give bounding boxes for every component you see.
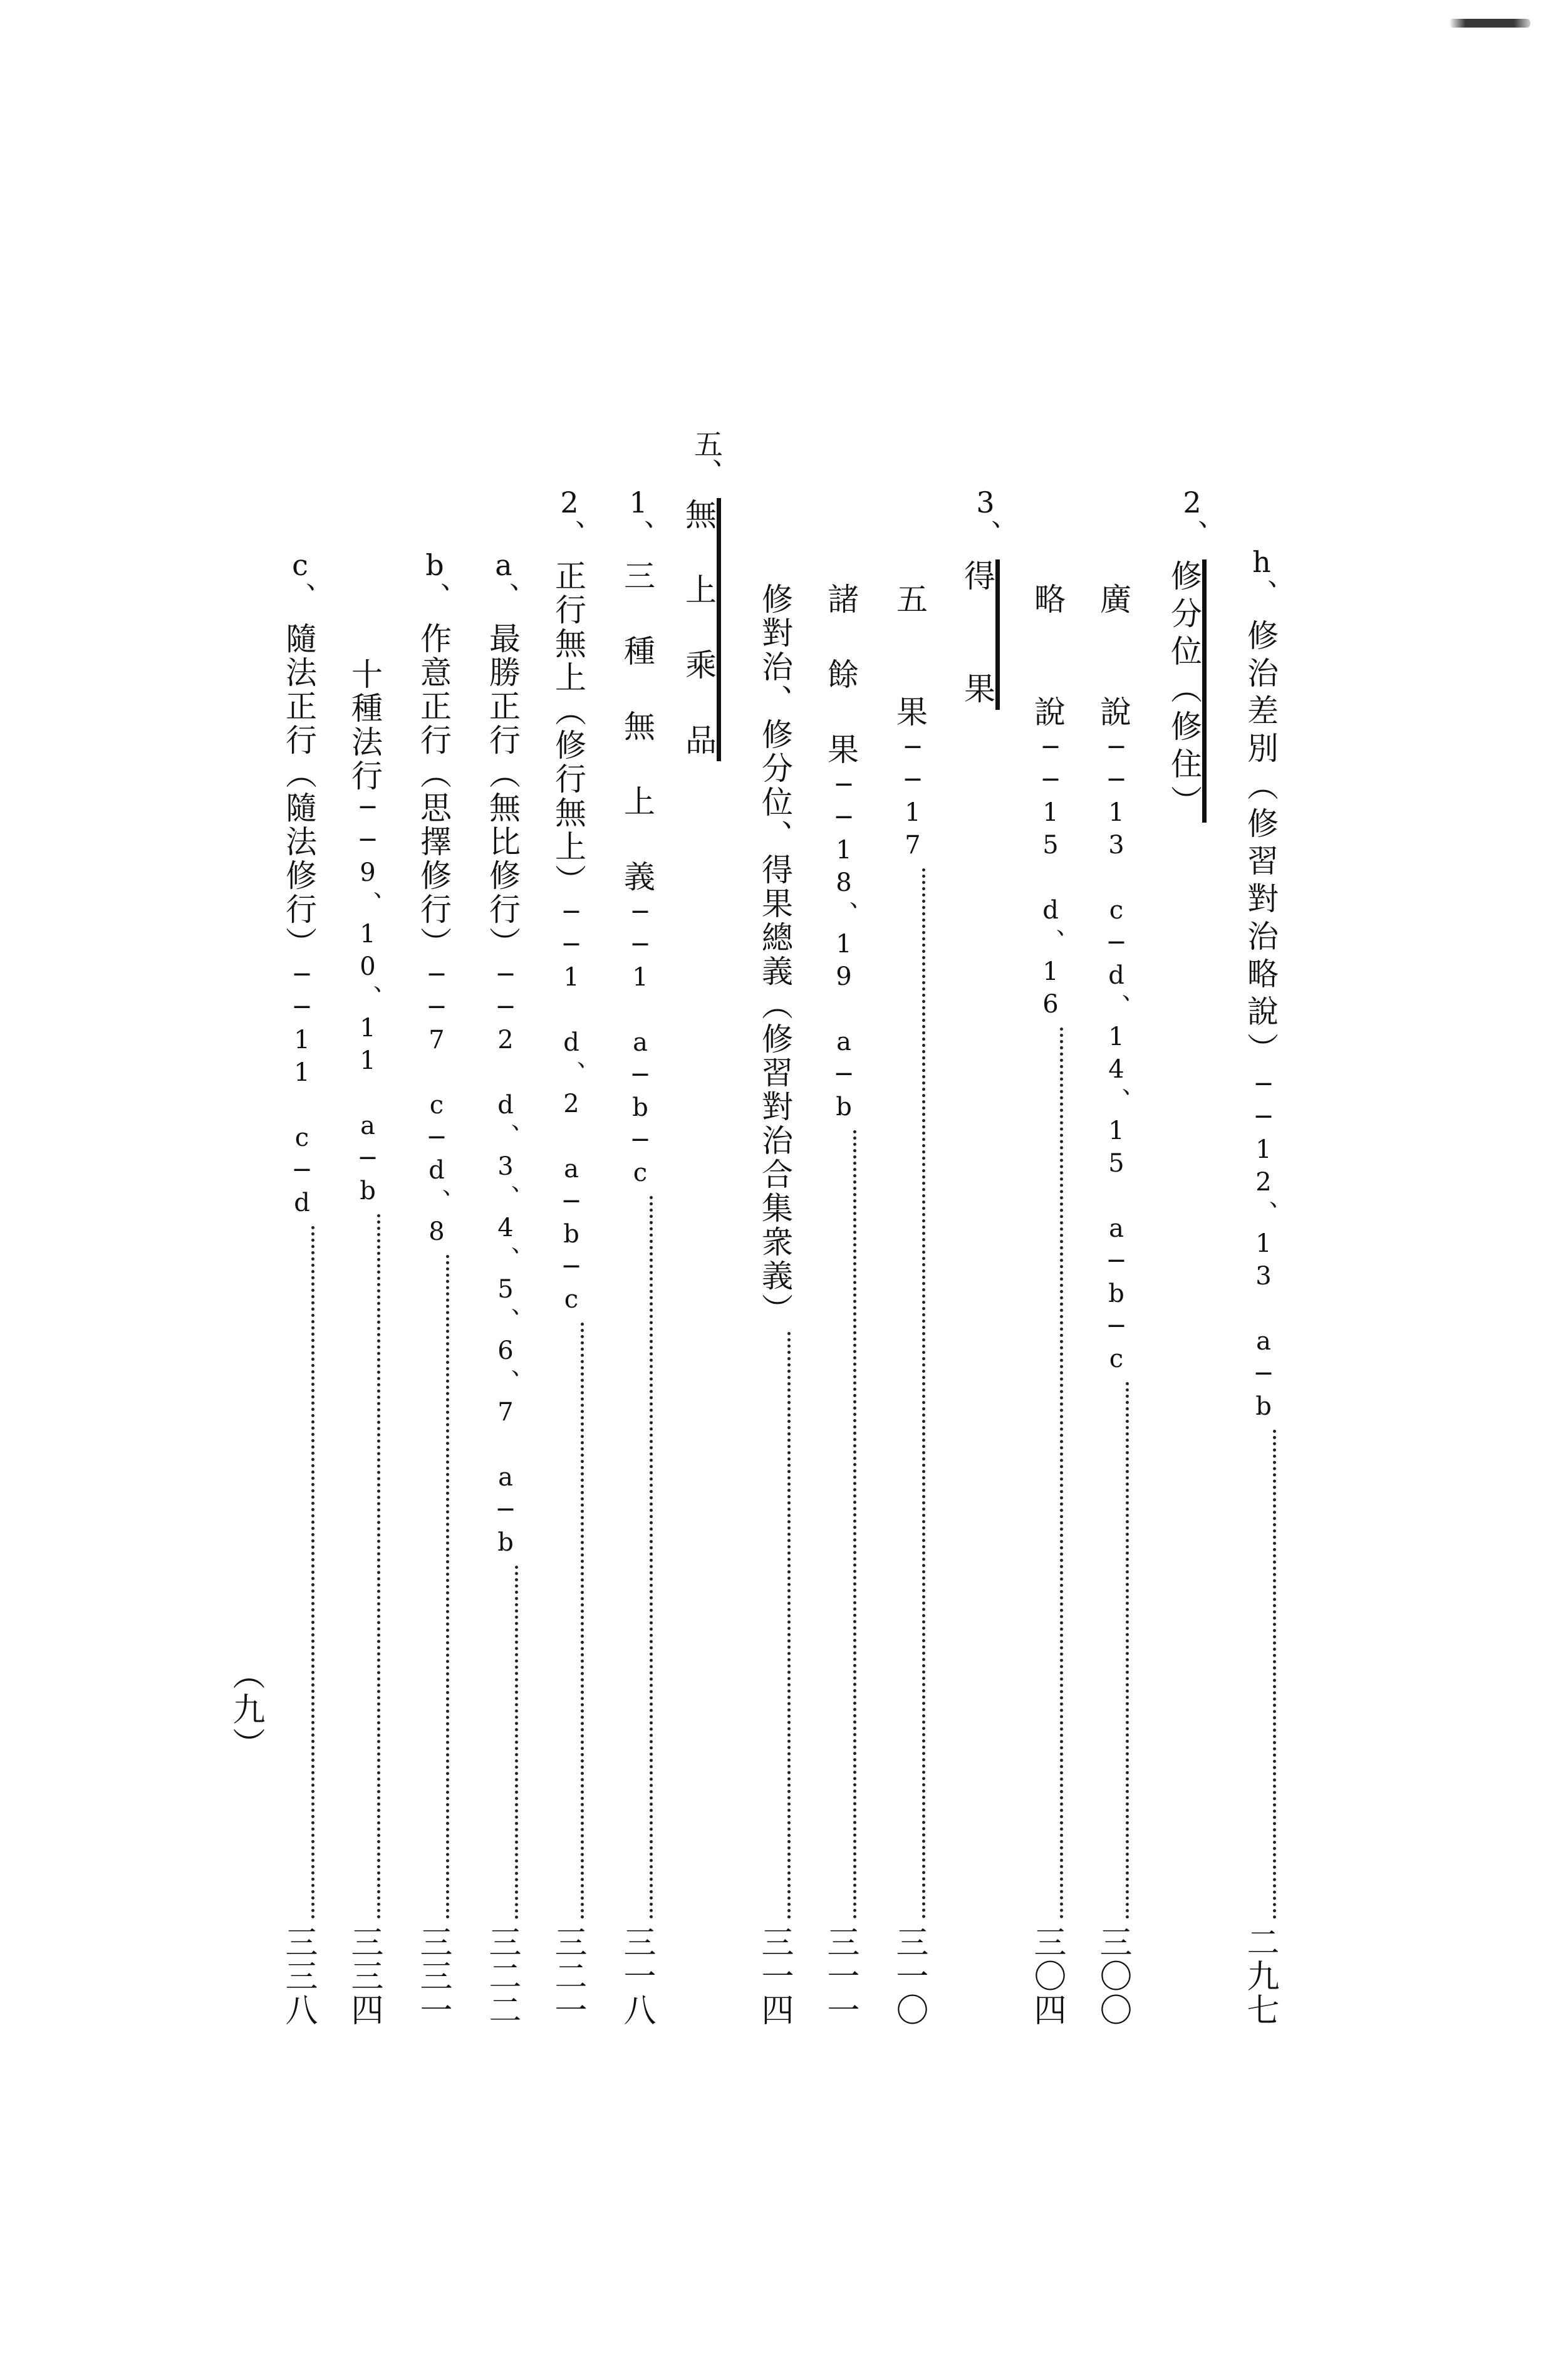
entry-page: 三三四 <box>345 1925 383 2027</box>
entry-page: 三二二 <box>483 1925 521 2027</box>
entry-page: 三三八 <box>279 1925 317 2027</box>
entry-refs: ──13 c─d、14、15 a─b─c <box>1102 733 1131 1377</box>
entry-refs: ──7 c─d、8 <box>422 960 451 1250</box>
entry-marker: 2、 <box>1175 486 1209 548</box>
entry-page: 三〇四 <box>1028 1925 1066 2027</box>
entry-heading: 作意正行（思擇修行） <box>415 622 452 960</box>
dot-leader <box>1060 1027 1063 1919</box>
toc-entry <box>483 548 521 2027</box>
entry-heading: 最勝正行（無比修行） <box>484 622 521 960</box>
toc-entry <box>890 583 928 2027</box>
entry-marker: 1、 <box>621 486 655 548</box>
entry-heading: 修治差別（修習對治略說） <box>1242 619 1279 1070</box>
toc-entry <box>1241 545 1279 2027</box>
entry-refs: ──2 d、3、4、5、6、7 a─b <box>491 960 520 1561</box>
toc-entry <box>551 486 584 2027</box>
scan-artifact <box>1449 19 1530 28</box>
entry-page: 三一〇 <box>890 1925 928 2027</box>
entry-page: 三〇〇 <box>1094 1925 1131 2027</box>
dot-leader <box>377 1214 380 1919</box>
entry-refs: ──1 d、2 a─b─c <box>557 898 586 1318</box>
dot-leader <box>787 1332 791 1919</box>
entry-heading: 諸 餘 果 <box>823 583 859 771</box>
toc-entry <box>414 548 452 2027</box>
dot-leader <box>650 1196 653 1919</box>
entry-refs: ──17 <box>898 733 927 863</box>
dot-leader <box>311 1226 314 1919</box>
entry-heading: 修分位（修住） <box>1168 559 1207 823</box>
entry-heading: 五 果 <box>891 583 928 733</box>
dot-leader <box>853 1130 856 1919</box>
entry-refs: ──1 a─b─c <box>626 898 655 1191</box>
entry-marker: 2、 <box>553 486 586 548</box>
toc-entry <box>755 583 793 2027</box>
toc-entry <box>620 486 653 2027</box>
entry-marker: c、 <box>283 548 317 611</box>
entry-heading: 正行無上（修行無上） <box>550 559 586 898</box>
entry-refs: ──12、13 a─b <box>1249 1070 1278 1425</box>
entry-page: 三一四 <box>755 1925 793 2027</box>
dot-leader <box>515 1566 518 1919</box>
dot-leader <box>1126 1382 1129 1919</box>
entry-page: 三一一 <box>821 1925 859 2027</box>
toc-entry <box>279 548 317 2027</box>
entry-marker: h、 <box>1245 545 1279 608</box>
page-folio: （九） <box>227 1657 264 1762</box>
dot-leader <box>1273 1430 1276 1919</box>
entry-refs: ──11 c─d <box>288 960 316 1221</box>
entry-page: 三一八 <box>618 1925 655 2027</box>
entry-marker: 3、 <box>968 486 1002 548</box>
toc-entry <box>680 429 724 761</box>
dot-leader <box>581 1323 584 1919</box>
entry-page: 三二一 <box>549 1925 586 2027</box>
toc-entry <box>821 583 859 2027</box>
entry-heading: 略 說 <box>1029 583 1066 733</box>
entry-refs: ──9、10、11 a─b <box>353 793 382 1209</box>
entry-heading: 十種法行 <box>346 658 383 793</box>
entry-marker: b、 <box>418 548 452 611</box>
toc-entry <box>959 486 1002 710</box>
entry-refs: ──15 d、16 <box>1036 733 1065 1022</box>
entry-marker: 五、 <box>690 429 724 487</box>
entry-heading: 修對治、修分位、得果總義（修習對治合集衆義） <box>757 583 793 1327</box>
entry-heading: 廣 說 <box>1095 583 1131 733</box>
toc-entry <box>1168 486 1207 823</box>
toc-entry <box>1096 583 1129 2027</box>
dot-leader <box>922 868 925 1919</box>
entry-refs: ──18、19 a─b <box>829 771 858 1125</box>
entry-page: 三三一 <box>414 1925 452 2027</box>
entry-page: 二九七 <box>1241 1925 1279 2027</box>
toc-entry <box>345 658 383 2027</box>
entry-heading: 三 種 無 上 義 <box>619 559 655 898</box>
entry-heading: 得 果 <box>962 559 1000 710</box>
entry-heading: 無 上 乘 品 <box>683 498 721 761</box>
dot-leader <box>446 1255 449 1919</box>
entry-marker: a、 <box>487 548 521 611</box>
entry-heading: 隨法正行（隨法修行） <box>281 622 317 960</box>
toc-entry <box>1028 583 1066 2027</box>
